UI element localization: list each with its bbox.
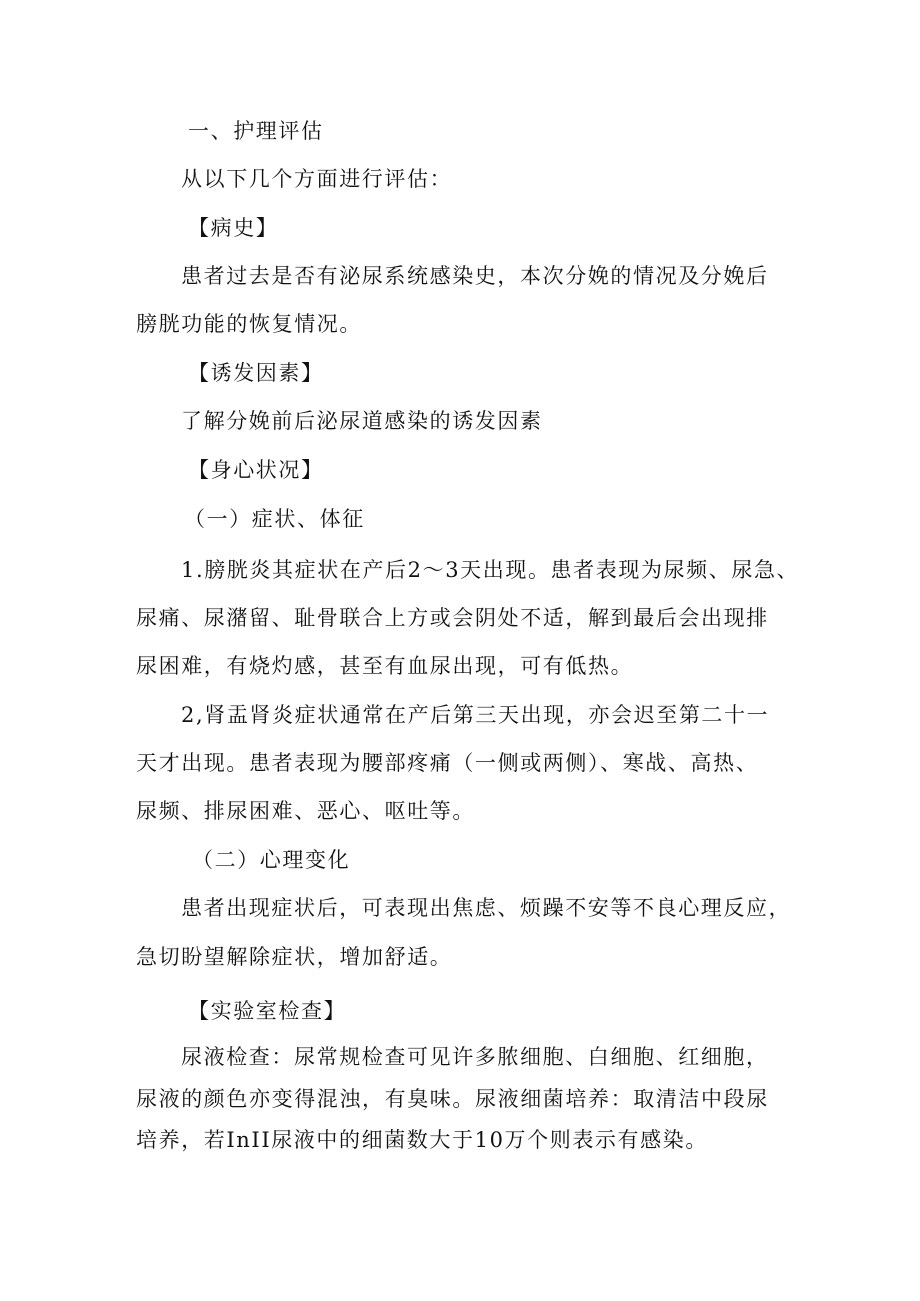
psych-line-2: 急切盼望解除症状，增加舒适。 [136, 945, 453, 969]
symptoms-subheading: （一）症状、体征 [184, 507, 365, 531]
factors-text: 了解分娩前后泌尿道感染的诱发因素 [181, 409, 543, 433]
item-2-line-3: 尿频、排尿困难、恶心、呕吐等。 [136, 799, 475, 823]
lab-heading: 【实验室检查】 [188, 999, 347, 1023]
psych-line-1: 患者出现症状后，可表现出焦虑、烦躁不安等不良心理反应， [181, 896, 792, 920]
history-text-line-1: 患者过去是否有泌尿系统感染史，本次分娩的情况及分娩后 [181, 264, 769, 288]
item-2-line-2: 天才出现。患者表现为腰部疼痛（一侧或两侧）、寒战、高热、 [136, 751, 759, 775]
psych-subheading: （二）心理变化 [192, 848, 351, 872]
lab-line-3: 培养，若InII尿液中的细菌数大于10万个则表示有感染。 [136, 1128, 708, 1152]
history-heading: 【病史】 [188, 216, 279, 240]
item-2-line-1: 2,肾盂肾炎症状通常在产后第三天出现，亦会迟至第二十一 [181, 703, 770, 727]
status-heading: 【身心状况】 [188, 458, 324, 482]
item-1-line-1: 1.膀胱炎其症状在产后2～3天出现。患者表现为尿频、尿急、 [181, 558, 800, 582]
lab-line-2: 尿液的颜色亦变得混浊，有臭味。尿液细菌培养：取清洁中段尿 [136, 1087, 769, 1111]
item-1-line-3: 尿困难，有烧灼感，甚至有血尿出现，可有低热。 [136, 654, 634, 678]
section-title: 一、护理评估 [188, 119, 324, 143]
factors-heading: 【诱发因素】 [188, 361, 324, 385]
item-1-line-2: 尿痛、尿潴留、耻骨联合上方或会阴处不适，解到最后会出现排 [136, 606, 769, 630]
intro-text: 从以下几个方面进行评估： [181, 167, 453, 191]
lab-line-1: 尿液检查：尿常规检查可见许多脓细胞、白细胞、红细胞， [181, 1045, 769, 1069]
history-text-line-2: 膀胱功能的恢复情况。 [136, 312, 362, 336]
